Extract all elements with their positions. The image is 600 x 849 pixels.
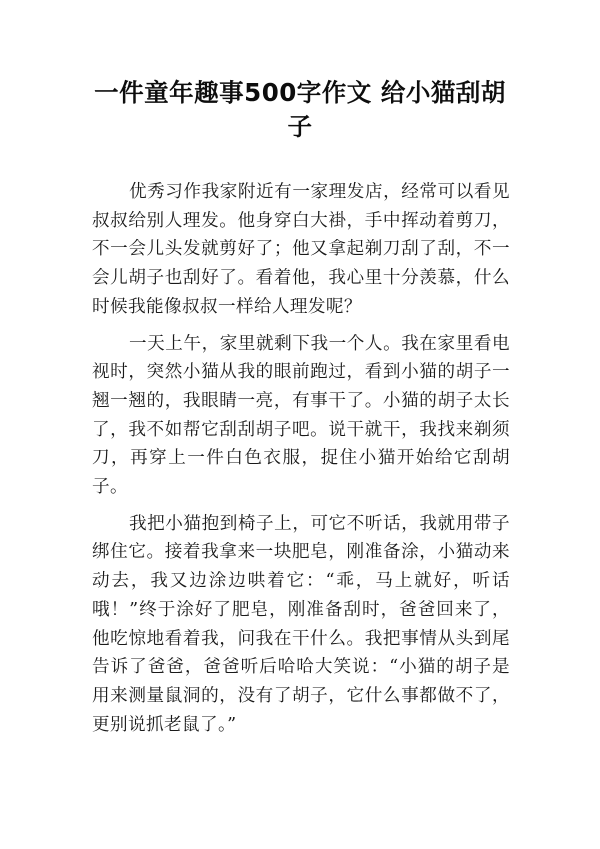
document-body (92, 178, 510, 747)
paragraph: 一天上午，家里就剩下我一个人。我在家里看电视时，突然小猫从我的眼前跑过，看到小猫的胡子一翘一翘的，我眼睛一亮，有事干了。小猫的胡子太长了，我不如帮它刮刮胡子吧。说干就干，我找来剃须刀，再穿上一件白色衣服，捉住小猫开始给它刮胡子。 (92, 333, 510, 498)
document-title: 一件童年趣事500字作文 给小猫刮胡子 (94, 78, 506, 141)
paragraph: 优秀习作我家附近有一家理发店，经常可以看见叔叔给别人理发。他身穿白大褂，手中挥动着剪刀，不一会儿头发就剪好了；他又拿起剃刀刮了刮，不一会儿胡子也刮好了。看着他，我心里十分羡慕，什么时候我能像叔叔一样给人理发呢？ (92, 182, 510, 317)
paragraph: 我把小猫抱到椅子上，可它不听话，我就用带子绑住它。接着我拿来一块肥皂，刚准备涂，小猫动来动去，我又边涂边哄着它：“乖，马上就好，听话哦！”终于涂好了肥皂，刚准备刮时，爸爸回来了，他吃惊地看着我，问我在干什么。我把事情从头到尾告诉了爸爸，爸爸听后哈哈大笑说：“小猫的胡子是用来测量鼠洞的，没有了胡子，它什么事都做不了，更别说抓老鼠了。” (92, 513, 510, 735)
